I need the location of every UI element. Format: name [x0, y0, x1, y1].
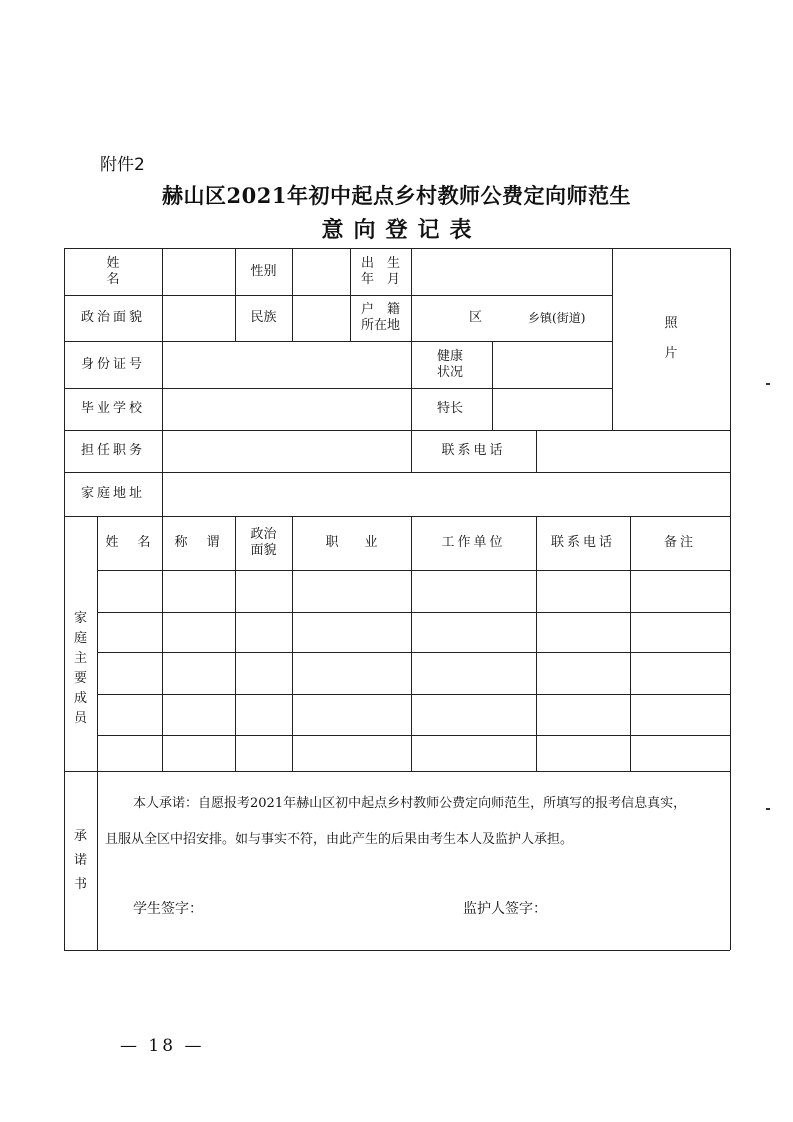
- id-label: 身份证号: [80, 356, 145, 372]
- family-row-1-cell[interactable]: [536, 570, 630, 612]
- pledge-section-label: [64, 771, 97, 950]
- position-label: 担任职务: [80, 443, 145, 458]
- family-col-header-political: 政治 面貌: [250, 527, 277, 558]
- photo-area[interactable]: [612, 248, 730, 430]
- scan-mark: [766, 383, 770, 385]
- birth-label: [350, 248, 411, 295]
- family-row-1-cell[interactable]: [292, 570, 411, 612]
- family-row-5-cell[interactable]: [292, 735, 411, 771]
- family-label-char: 要: [73, 670, 87, 686]
- pledge-text-line2: 且服从全区中招安排。如与事实不符，由此产生的后果由考生本人及监护人承担。: [105, 832, 574, 847]
- family-label-char: 员: [73, 710, 87, 726]
- family-label-char: 主: [73, 650, 87, 666]
- household-label-line2: 所在地: [360, 318, 400, 333]
- family-row-4-cell[interactable]: [235, 694, 292, 735]
- student-signature-field[interactable]: [215, 896, 435, 918]
- household-field[interactable]: [411, 295, 612, 341]
- birth-label-line2: 年 月: [360, 271, 400, 287]
- pledge-label-char: 书: [73, 876, 87, 892]
- pledge-text-line1: 本人承诺：自愿报考2021年赫山区初中起点乡村教师公费定向师范生，所填写的报考信息真实，: [133, 796, 687, 811]
- birth-field[interactable]: [411, 248, 612, 295]
- family-col-header-employer: 工作单位: [441, 535, 506, 550]
- family-col-header-phone: 联系电话: [550, 535, 615, 550]
- household-town-suffix: 乡镇(街道): [528, 311, 586, 325]
- household-label-line1: 户 籍: [360, 302, 400, 317]
- family-row-3-cell[interactable]: [536, 652, 630, 694]
- family-row-2-cell[interactable]: [292, 612, 411, 652]
- student-signature-label: 学生签字：: [133, 901, 203, 917]
- pledge-label-char: 诺: [73, 852, 87, 868]
- family-row-2-cell[interactable]: [411, 612, 536, 652]
- family-row-5-cell[interactable]: [97, 735, 162, 771]
- family-row-1-cell[interactable]: [235, 570, 292, 612]
- family-row-4-cell[interactable]: [97, 694, 162, 735]
- family-row-3-cell[interactable]: [235, 652, 292, 694]
- table-border-bottom: [64, 950, 730, 951]
- family-section-label: [64, 516, 97, 771]
- specialty-field[interactable]: [492, 388, 612, 430]
- family-row-2-cell[interactable]: [536, 612, 630, 652]
- family-row-2-cell[interactable]: [97, 612, 162, 652]
- family-label-char: 成: [73, 690, 87, 706]
- family-col-header-relation: 称 谓: [174, 535, 223, 550]
- family-row-5-cell[interactable]: [162, 735, 235, 771]
- family-row-1-cell[interactable]: [97, 570, 162, 612]
- family-row-4-cell[interactable]: [411, 694, 536, 735]
- political-field[interactable]: [162, 295, 235, 341]
- attachment-label: 附件2: [100, 155, 145, 175]
- family-row-4-cell[interactable]: [292, 694, 411, 735]
- family-row-3-cell[interactable]: [97, 652, 162, 694]
- family-row-1-cell[interactable]: [162, 570, 235, 612]
- ethnicity-label: 民族: [250, 310, 277, 325]
- photo-label-line2: 片: [664, 346, 678, 361]
- political-label: 政治面貌: [80, 310, 145, 325]
- health-label-line1: 健康: [437, 348, 464, 364]
- gender-label: 性别: [250, 263, 277, 279]
- family-row-4-cell[interactable]: [630, 694, 730, 735]
- scan-mark: [766, 808, 770, 810]
- household-label: [350, 295, 411, 341]
- gender-field[interactable]: [292, 248, 350, 295]
- guardian-signature-field[interactable]: [555, 896, 725, 918]
- family-row-5-cell[interactable]: [235, 735, 292, 771]
- family-row-3-cell[interactable]: [630, 652, 730, 694]
- page-number: — 18 —: [120, 1036, 205, 1056]
- family-row-5-cell[interactable]: [536, 735, 630, 771]
- family-row-3-cell[interactable]: [162, 652, 235, 694]
- school-label: 毕业学校: [80, 401, 145, 416]
- pledge-label-char: 承: [73, 828, 87, 844]
- family-row-2-cell[interactable]: [630, 612, 730, 652]
- household-district-suffix: 区: [469, 310, 483, 325]
- name-label: 姓 名: [106, 255, 206, 287]
- health-label: [411, 341, 492, 388]
- table-border-right: [730, 248, 731, 950]
- family-row-4-cell[interactable]: [162, 694, 235, 735]
- birth-label-line1: 出 生: [360, 255, 400, 271]
- health-label-line2: 状况: [437, 364, 464, 380]
- family-row-1-cell[interactable]: [630, 570, 730, 612]
- form-subtitle: 意向登记表: [321, 217, 482, 243]
- family-col-header-name: 姓 名: [105, 535, 154, 550]
- school-field[interactable]: [162, 388, 411, 430]
- form-title: 赫山区2021年初中起点乡村教师公费定向师范生: [162, 183, 631, 208]
- address-label: 家庭地址: [80, 486, 145, 501]
- family-label-char: 家: [73, 610, 87, 626]
- phone-field[interactable]: [536, 430, 730, 472]
- family-row-1-cell[interactable]: [411, 570, 536, 612]
- family-row-4-cell[interactable]: [536, 694, 630, 735]
- health-field[interactable]: [492, 341, 612, 388]
- phone-label: 联系电话: [441, 443, 506, 458]
- family-row-3-cell[interactable]: [292, 652, 411, 694]
- specialty-label: 特长: [437, 401, 464, 416]
- family-col-header-notes: 备注: [663, 535, 696, 550]
- family-row-5-cell[interactable]: [411, 735, 536, 771]
- row-divider: [64, 771, 730, 772]
- ethnicity-field[interactable]: [292, 295, 350, 341]
- family-col-header-occupation: 职 业: [325, 535, 378, 550]
- family-row-3-cell[interactable]: [411, 652, 536, 694]
- family-row-5-cell[interactable]: [630, 735, 730, 771]
- position-field[interactable]: [162, 430, 411, 472]
- family-row-2-cell[interactable]: [235, 612, 292, 652]
- photo-label-line1: 照: [664, 316, 678, 331]
- address-field[interactable]: [162, 472, 730, 516]
- family-row-2-cell[interactable]: [162, 612, 235, 652]
- id-field[interactable]: [162, 341, 411, 388]
- name-field[interactable]: [162, 248, 235, 295]
- guardian-signature-label: 监护人签字：: [463, 901, 547, 917]
- family-label-char: 庭: [73, 630, 87, 646]
